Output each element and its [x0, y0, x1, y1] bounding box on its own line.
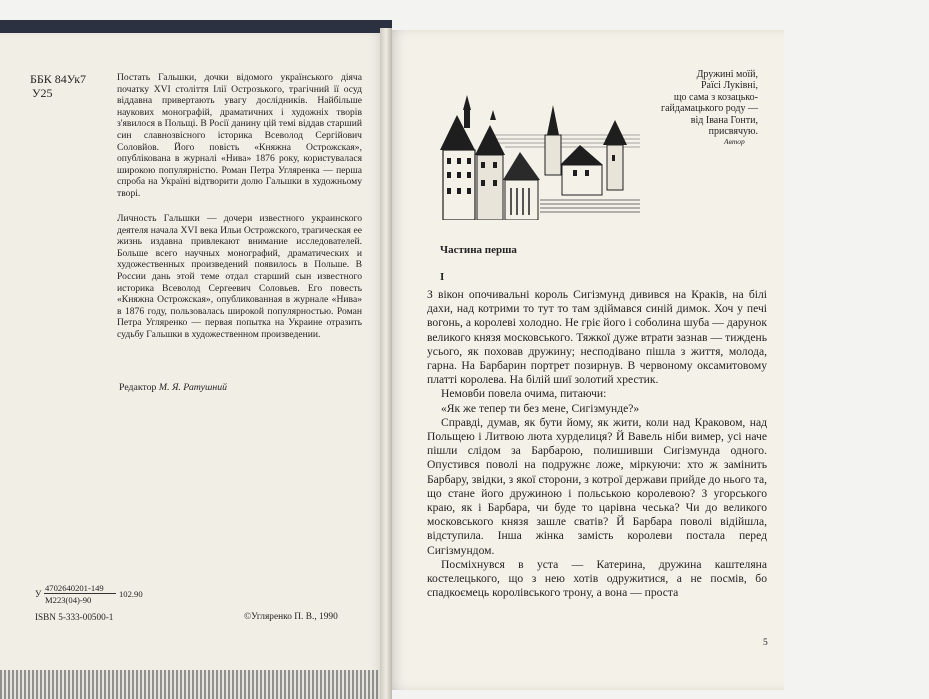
isbn-number: ISBN 5-333-00500-1: [35, 612, 114, 622]
bbk-line: ББК 84Ук7: [30, 72, 87, 86]
bbk-code: [30, 72, 86, 100]
catalog-letter: У: [35, 589, 42, 599]
town-illustration: [435, 90, 640, 220]
paragraph: Немовби повела очима, питаючи:: [441, 387, 607, 401]
book-gutter: [380, 28, 392, 699]
part-title: Частина перша: [440, 244, 517, 256]
dedication-line: Раїсі Луківні,: [700, 80, 758, 92]
annotation-ukrainian: Постать Гальшки, дочки відомого українського діяча початку XVI століття Ілії Острозького, трагічний її осуд віддавна привертають увагу дослідників. Найбільше наукових монографій, драматичних і художніх творів з'явилося в Польщі. В Росії данину цій темі віддав старший син славнозвісного історика Всеволод Сергійович Соловйов. Його повість «Княжна Острожская», опублікована в журналі «Нива» 1876 року, користувалася широкою популярністю. Роман Петра Угляренка — перша спроба на Україні відтворити долю Гальшки в художньому творі.: [117, 72, 362, 199]
dedication-line: що сама з козацько-: [673, 91, 758, 103]
paragraph: «Як же тепер ти без мене, Сигізмунде?»: [441, 401, 640, 415]
chapter-number: I: [440, 271, 445, 283]
catalog-line-1: 4702640201-149: [45, 583, 104, 593]
editor-label: Редактор: [119, 382, 157, 393]
annotation-russian: Личность Гальшки — дочери известного украинского деятеля начала XVI века Ильи Острожского, трагическая ее жизнь издавна привлекают внимание исследователей. Больше всего научных монографий, драматических и художественных произведений появилось в Польше. В России дань этой теме отдал старший сын известного историка Всеволод Сергеевич Соловьев. Его повесть «Княжна Острожская», опубликованная в журнале «Нива» в 1876 году, пользовалась широкой популярностью. Роман Петра Угляренко — первая попытка на Украине отразить судьбу Гальшки в художественном произведении.: [117, 213, 362, 340]
catalog-line-2: М223(04)-90: [45, 595, 92, 605]
dedication-author: Автор: [724, 137, 745, 146]
catalog-divider: [44, 593, 116, 594]
dedication-line: гайдамацького роду —: [660, 103, 758, 115]
copyright-notice: ©Угляренко П. В., 1990: [244, 612, 338, 622]
bbk-line: У25: [32, 86, 53, 100]
catalog-price: 102.90: [119, 589, 143, 599]
paragraph: З вікон опочивальні король Сигізмунд дивився на Краків, на білі дахи, над котрими то тут то там здіймався синій димок. Хоч у печі вогонь, а королеві холодно. Не гріє його і соболина шуба — дарунок великого князя московського. Тяжкої дуже втрати зазнав — тиждень усього, як поховав дружину; несподівано пішла з життя, молода, гарна. На Барбарин портрет позирнув. В червоному оксамитовому платті королева. На білій шиї золотий хрестик.: [427, 288, 767, 387]
chapter-text: [427, 288, 767, 600]
page-number: 5: [763, 638, 768, 648]
paragraph: Справді, думав, як бути йому, як жити, коли над Краковом, над Польщею і Литвою люта хурделиця? Й Вавель ніби вимер, усі наче пішли слідом за Барбарою, полишивши Сигізмунда одного. Опустився поволі на подружнє ложе, міркуючи: хто ж замінить Барбару, звідки, з якої сторони, з котрої держави прийде до нього та, що стане його дружиною і польською королевою? З угорського краю, як і Барбара, чи буде то царівна чеська? Чи до великого московського князя зашле сватів? Й Барбара поволі відійшла, відступила. Інша жінка замість королеви постала перед Сигізмундом.: [427, 415, 767, 557]
dedication-line: від Івана Гонти,: [690, 114, 758, 126]
page-edges: [0, 670, 390, 699]
editor-credit: [119, 382, 227, 393]
editor-name: М. Я. Ратушний: [158, 382, 228, 393]
dedication-line: Дружині моїй,: [696, 69, 758, 80]
paragraph: Посміхнувся в уста — Катерина, дружина каштеляна костелецького, що з нею хотів одружитися, а не посмів, бо спадкоємець королівського трону, а вона — проста: [427, 557, 767, 600]
dedication-line: присвячую.: [708, 126, 758, 138]
